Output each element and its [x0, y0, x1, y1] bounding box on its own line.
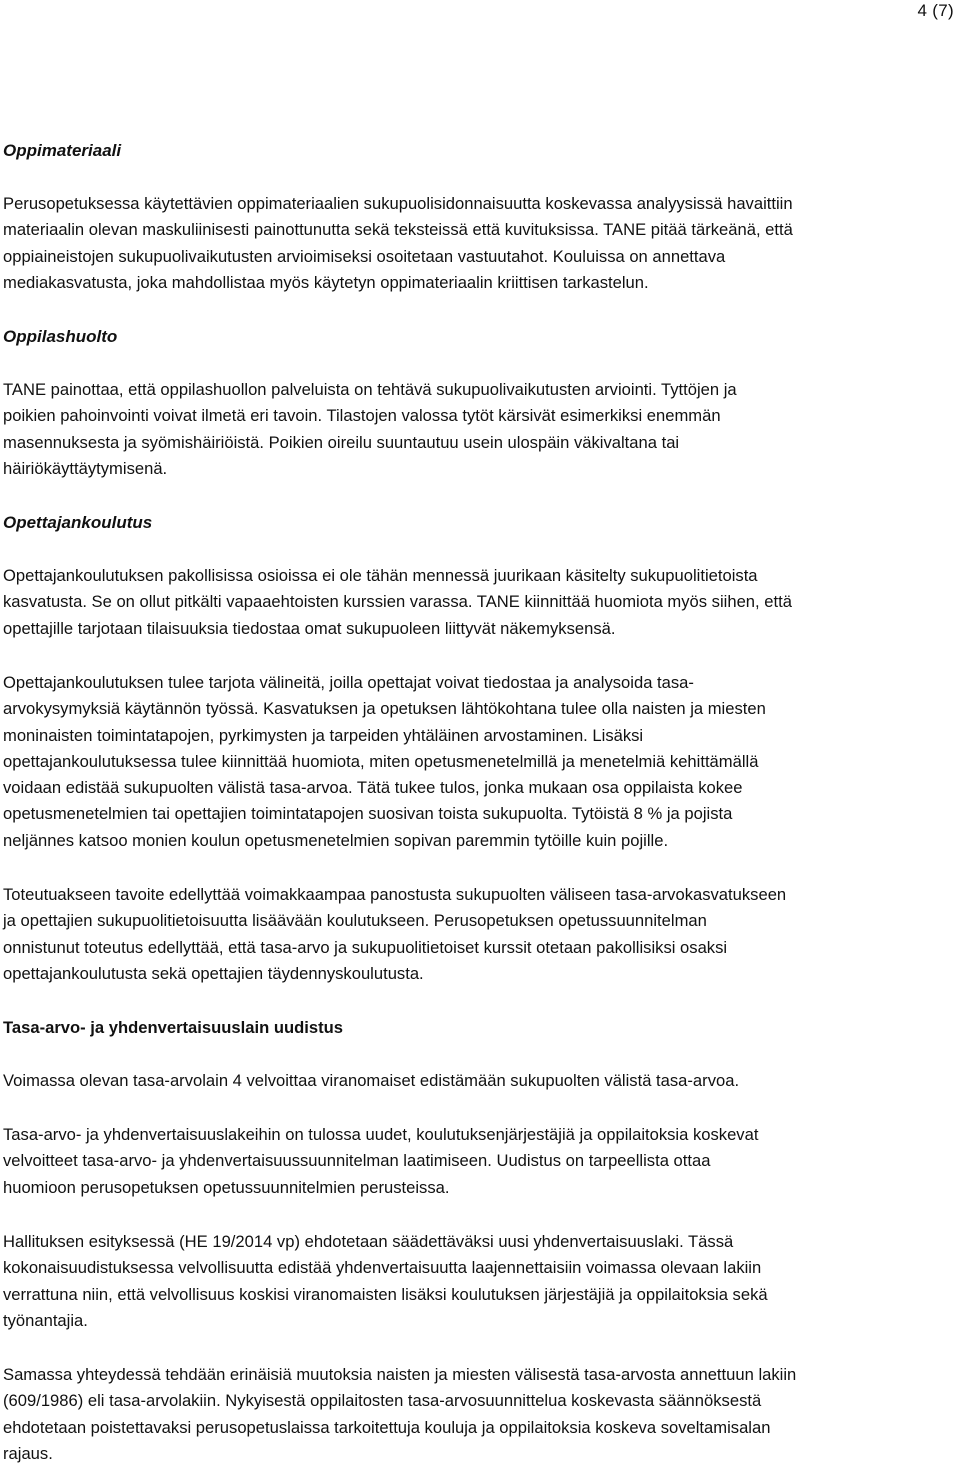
text-line: onnistunut toteutus edellyttää, että tasa-arvo ja sukupuolitietoiset kurssit otetaan pakollisiksi osaksi: [3, 937, 728, 957]
text-line: opetusmenetelmien tai opettajien toimintatapojen suosivan toista sukupuolta. Tytöistä 8 % ja pojista: [3, 804, 733, 824]
text-line: kokonaisuudistuksessa velvollisuutta edistää yhdenvertaisuutta laajennettaisiin voimassa olevaan lakiin: [3, 1258, 762, 1278]
text-line: oppiaineistojen sukupuolivaikutusten arvioimiseksi osoitetaan vastuutahot. Kouluissa on annettava: [3, 246, 726, 266]
text-line: työnantajia.: [3, 1310, 88, 1330]
text-line: Tasa-arvo- ja yhdenvertaisuuslakeihin on tulossa uudet, koulutuksenjärjestäjiä ja oppilaitoksia koskevat: [3, 1125, 759, 1144]
text-line: opettajankoulutuksessa tulee kiinnittää huomiota, miten opetusmenetelmillä ja menetelmiä kehittämällä: [3, 751, 759, 771]
text-line: materiaalin olevan maskuliinisesti painottunutta sekä teksteissä että kuvituksissa. TANE pitää tärkeänä, että: [3, 220, 793, 240]
text-line: Opettajankoulutuksen tulee tarjota välineitä, joilla opettajat voivat tiedostaa ja analysoida tasa-: [3, 673, 694, 692]
text-line: (609/1986) eli tasa-arvolakiin. Nykyisestä oppilaitosten tasa-arvosuunnittelua koskevasta säännöksestä: [3, 1391, 762, 1411]
paragraph-tasa-arvo-2: [3, 1122, 955, 1201]
section-heading-oppilashuolto: Oppilashuolto: [3, 327, 118, 346]
text-line: masennuksesta ja syömishäiriöistä. Poikien oireilu suuntautuu usein ulospäin väkivaltana tai: [3, 432, 680, 452]
section-heading-oppimateriaali: Oppimateriaali: [3, 141, 122, 160]
text-line: ehdotetaan poistettavaksi perusopetuslaissa tarkoitettuja kouluja ja oppilaitoksia koskeva soveltamisalan: [3, 1417, 771, 1437]
text-line: opettajankoulutusta sekä opettajien täydennyskoulutusta.: [3, 963, 424, 983]
paragraph-tasa-arvo-1: [3, 1068, 955, 1094]
text-line: poikien pahoinvointi voivat ilmetä eri tavoin. Tilastojen valossa tytöt kärsivät esimerkiksi enemmän: [3, 406, 721, 426]
text-line: Samassa yhteydessä tehdään erinäisiä muutoksia naisten ja miesten välisestä tasa-arvosta annettuun lakiin: [3, 1365, 797, 1384]
text-line: Hallituksen esityksessä (HE 19/2014 vp) ehdotetaan säädettäväksi uusi yhdenvertaisuuslaki. Tässä: [3, 1232, 734, 1251]
paragraph-opettajankoulutus-1: [3, 563, 955, 642]
text-line: ja opettajien sukupuolitietoisuutta lisäävään koulutukseen. Perusopetuksen opetussuunnitelman: [3, 911, 707, 931]
text-line: Opettajankoulutuksen pakollisissa osioissa ei ole tähän mennessä juurikaan käsitelty sukupuolitietoista: [3, 566, 758, 585]
text-line: huomioon perusopetuksen opetussuunnitelmien perusteissa.: [3, 1177, 450, 1197]
text-line: velvoitteet tasa-arvo- ja yhdenvertaisuussuunnitelman laatimiseen. Uudistus on tarpeellista ottaa: [3, 1151, 711, 1171]
text-line: Voimassa olevan tasa-arvolain 4 velvoittaa viranomaiset edistämään sukupuolten välistä tasa-arvoa.: [3, 1071, 740, 1090]
text-line: Toteutuakseen tavoite edellyttää voimakkaampaa panostusta sukupuolten väliseen tasa-arvokasvatukseen: [3, 885, 787, 904]
text-line: opettajille tarjotaan tilaisuuksia tiedostaa omat sukupuoleen liittyvät näkemyksensä.: [3, 618, 616, 638]
section-heading-opettajankoulutus: Opettajankoulutus: [3, 513, 153, 532]
paragraph-opettajankoulutus-3: [3, 882, 955, 987]
text-line: häiriökäyttäytymisenä.: [3, 458, 168, 478]
text-line: rajaus.: [3, 1443, 53, 1463]
text-line: neljännes katsoo monien koulun opetusmenetelmien sopivan paremmin tytöille kuin pojille.: [3, 830, 669, 850]
text-line: mediakasvatusta, joka mahdollistaa myös käytetyn oppimateriaalin kriittisen tarkastelun.: [3, 272, 649, 292]
paragraph-tasa-arvo-3: [3, 1229, 955, 1334]
paragraph-oppimateriaali-1: [3, 191, 955, 296]
text-line: verrattuna niin, että velvollisuus koskisi viranomaisten lisäksi koulutuksen järjestäjiä ja oppilaitoksia sekä: [3, 1284, 768, 1304]
paragraph-tasa-arvo-4: [3, 1362, 955, 1467]
section-heading-tasa-arvo: Tasa-arvo- ja yhdenvertaisuuslain uudistus: [3, 1018, 343, 1037]
text-line: TANE painottaa, että oppilashuollon palveluista on tehtävä sukupuolivaikutusten arviointi. Tyttöjen ja: [3, 380, 737, 399]
paragraph-opettajankoulutus-2: [3, 670, 955, 854]
text-line: Perusopetuksessa käytettävien oppimateriaalien sukupuolisidonnaisuutta koskevassa analyysissä havaittiin: [3, 194, 793, 213]
text-line: arvokysymyksiä käytännön työssä. Kasvatuksen ja opetuksen lähtökohtana tulee olla naisten ja miesten: [3, 699, 766, 719]
text-line: kasvatusta. Se on ollut pitkälti vapaaehtoisten kurssien varassa. TANE kiinnittää huomiota myös siihen, että: [3, 592, 792, 612]
text-line: voidaan edistää sukupuolten välistä tasa-arvoa. Tätä tukee tulos, jonka mukaan osa oppilaista kokee: [3, 778, 743, 798]
text-line: moninaisten toimintatapojen, pyrkimysten ja tarpeiden yhtäläinen arvostaminen. Lisäksi: [3, 725, 644, 745]
page-number: 4 (7): [917, 1, 954, 20]
paragraph-oppilashuolto-1: [3, 377, 955, 482]
